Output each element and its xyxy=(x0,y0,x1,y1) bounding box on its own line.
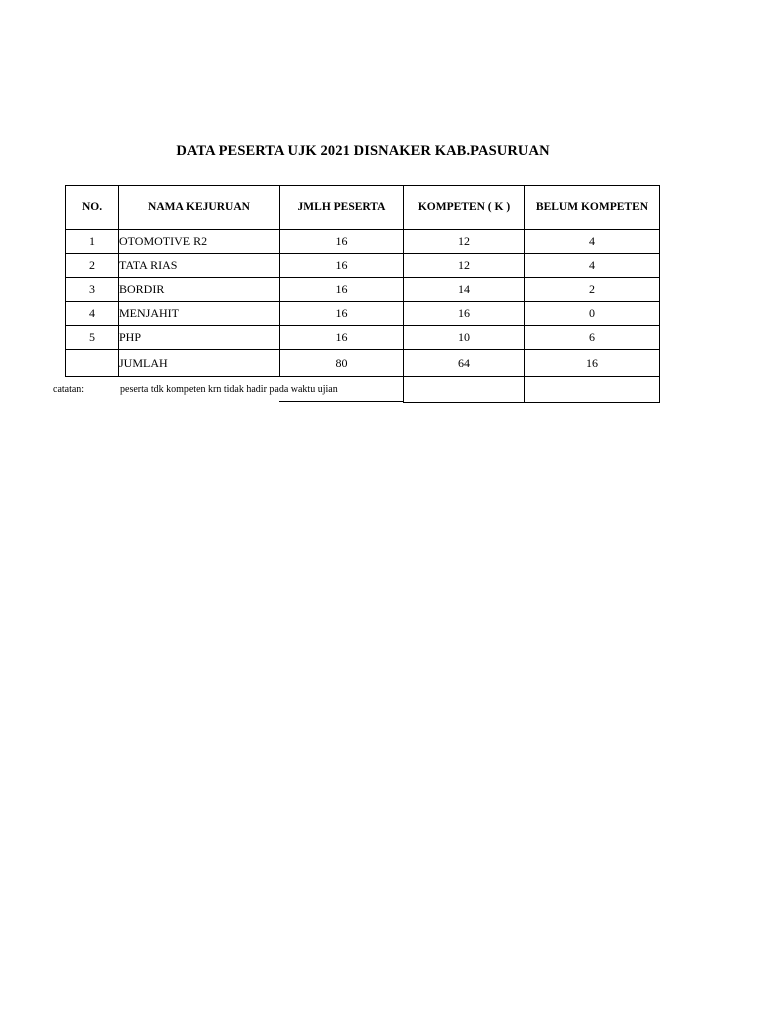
cell-belum: 4 xyxy=(525,254,660,278)
cell-komp: 12 xyxy=(404,230,525,254)
cell-jmlh: 16 xyxy=(280,230,404,254)
total-label: JUMLAH xyxy=(119,350,280,377)
table-row xyxy=(66,302,660,326)
table-row xyxy=(66,254,660,278)
table-row xyxy=(66,326,660,350)
cell-no: 4 xyxy=(66,302,119,326)
header-no: NO. xyxy=(66,186,119,230)
table-row xyxy=(66,230,660,254)
table-row xyxy=(66,278,660,302)
cell-jmlh: 16 xyxy=(280,302,404,326)
cell-name: PHP xyxy=(119,326,280,350)
page-title: DATA PESERTA UJK 2021 DISNAKER KAB.PASURUAN xyxy=(176,143,550,159)
header-komp: KOMPETEN ( K ) xyxy=(404,186,525,230)
cell-jmlh: 16 xyxy=(280,326,404,350)
table-total-row xyxy=(66,350,660,377)
participant-table xyxy=(65,185,660,377)
cell-name: MENJAHIT xyxy=(119,302,280,326)
total-no xyxy=(66,350,119,377)
cell-name: BORDIR xyxy=(119,278,280,302)
total-belum: 16 xyxy=(525,350,660,377)
note-text: peserta tdk kompeten krn tidak hadir pada waktu ujian xyxy=(120,384,338,395)
note-underline xyxy=(279,401,404,402)
cell-name: OTOMOTIVE R2 xyxy=(119,230,280,254)
cell-komp: 14 xyxy=(404,278,525,302)
cell-no: 5 xyxy=(66,326,119,350)
cell-belum: 0 xyxy=(525,302,660,326)
total-komp: 64 xyxy=(404,350,525,377)
cell-komp: 12 xyxy=(404,254,525,278)
cell-no: 3 xyxy=(66,278,119,302)
cell-no: 1 xyxy=(66,230,119,254)
cell-belum: 4 xyxy=(525,230,660,254)
note-label: catatan: xyxy=(53,384,85,395)
cell-no: 2 xyxy=(66,254,119,278)
cell-komp: 16 xyxy=(404,302,525,326)
total-jmlh: 80 xyxy=(280,350,404,377)
header-name: NAMA KEJURUAN xyxy=(119,186,280,230)
note-row xyxy=(53,377,659,403)
note-cell-belum xyxy=(524,377,660,403)
cell-belum: 2 xyxy=(525,278,660,302)
cell-komp: 10 xyxy=(404,326,525,350)
header-belum: BELUM KOMPETEN xyxy=(525,186,660,230)
header-jmlh: JMLH PESERTA xyxy=(280,186,404,230)
cell-jmlh: 16 xyxy=(280,278,404,302)
table-header-row xyxy=(66,186,660,230)
cell-jmlh: 16 xyxy=(280,254,404,278)
cell-name: TATA RIAS xyxy=(119,254,280,278)
note-cell-komp xyxy=(403,377,525,403)
cell-belum: 6 xyxy=(525,326,660,350)
